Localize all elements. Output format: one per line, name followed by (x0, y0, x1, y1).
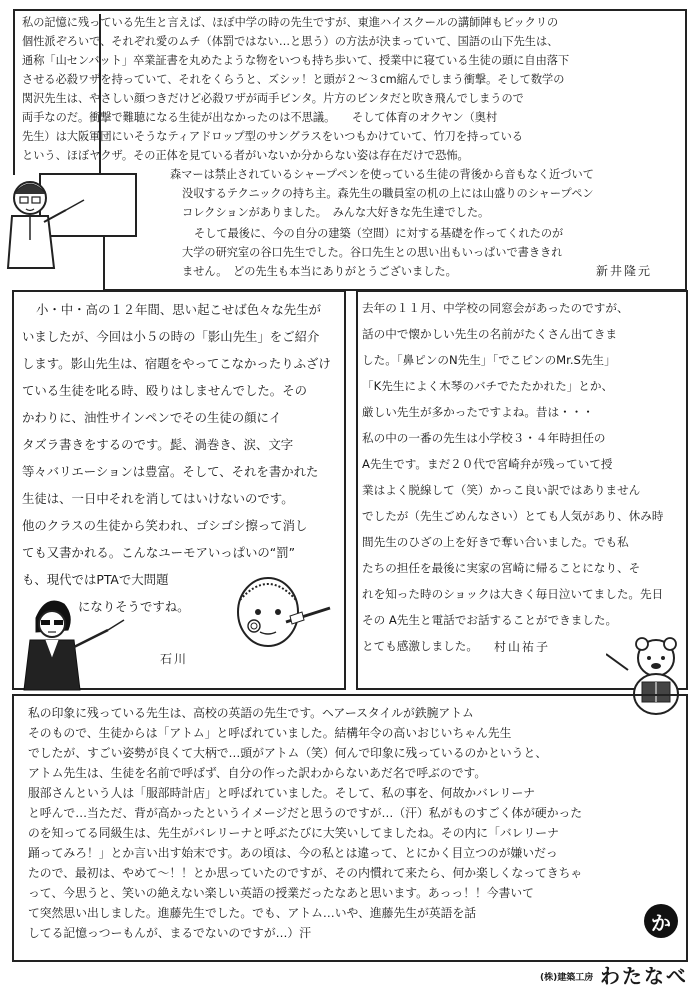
bottom-line: そのもので、生徒からは「アトム」と呼ばれていました。結構年令の高いおじいちゃん先生 (28, 726, 512, 740)
top-line: ません。 どの先生も本当にありがとうございました。 (182, 265, 457, 278)
mid-right-line: れを知った時のショックは大きく毎日泣いてました。先日 (362, 587, 664, 601)
mid-left-line: ている生徒を叱る時、殴りはしませんでした。その (22, 383, 307, 398)
top-line: 通称「山センバット」卒業証書を丸めたような物をいつも持ち歩いて、授業中に寝ている生徒の頭に自由落下 (22, 54, 570, 67)
teacher-whiteboard-illustration (0, 160, 140, 295)
top-line: 森マーは禁止されているシャープペンを使っている生徒の背後から音もなく近づいて (170, 168, 594, 181)
mid-left-line: いましたが、今回は小５の時の「影山先生」をご紹介 (22, 329, 320, 344)
mid-right-line: 業はよく脱線して（笑）かっこ良い訳ではありません (362, 483, 641, 497)
top-line: 関沢先生は、やさしい顔つきだけど必殺ワザが両手ビンタ。片方のビンタだと吹き飛んでしまうので (22, 92, 524, 105)
mid-left-line: 等々バリエーションは豊富。そして、それを書かれた (22, 464, 319, 479)
top-line: 没収するテクニックの持ち主。森先生の職員室の机の上には山盛りのシャープペン (182, 187, 594, 200)
bottom-line: してる記憶っつーもんが、まるでないのですが…）汗 (28, 926, 312, 940)
footer-logo: わたなべ (600, 964, 688, 988)
hiragana-ka-badge: か (644, 904, 678, 938)
mid-left-line: になりそうですね。 (78, 599, 190, 614)
mid-left-line: します。影山先生は、宿題をやってこなかったりふざけ (22, 356, 331, 371)
mid-left-line: ても又書かれる。こんなユーモアいっぱいの“罰” (22, 545, 296, 560)
top-line: させる必殺ワザを持っていて、それをくらうと、ズシッ！と頭が２～３cm縮んでしまう衝撃。そして数学の (22, 73, 565, 86)
bottom-line: アトム先生は、生徒を名前で呼ばず、自分の作った訳わからないあだ名で呼ぶのです。 (28, 766, 487, 780)
bottom-line: 服部さんという人は「服部時計店」と呼ばれていました。そして、私の事を、何故かバレリーナ (28, 786, 536, 800)
bottom-line: って、今思うと、笑いの絶えない楽しい英語の授業だったなあと思います。あっっ！！今書いて (28, 886, 534, 900)
mid-left-line: も、現代ではPTAで大問題 (22, 572, 169, 587)
mid-left-signature: 石川 (160, 652, 189, 666)
top-line: 個性派ぞろいで、それぞれ愛のムチ（体罰ではない…と思う）の方法が決まっていて、国語の山下先生は、 (22, 35, 559, 48)
bottom-line: と呼んで…当ただ、背が高かったというイメージだと思うのですが…（汗）私がものすごく体が硬かった (28, 806, 583, 820)
mid-right-signature: 村山祐子 (494, 640, 551, 654)
footer-company-name: (株)建築工房 (540, 973, 594, 983)
mid-right-line: 私の中の一番の先生は小学校３・４年時担任の (362, 431, 606, 445)
bottom-line: のを知ってる同級生は、先生がバレリーナと呼ぶたびに大笑いしてましたね。その内に「バレリーナ (28, 826, 559, 840)
mid-right-line: した。「鼻ピンのN先生」「でこピンのMr.S先生」 (362, 353, 616, 367)
mid-left-line: 他のクラスの生徒から笑われ、ゴシゴシ擦って消し (22, 518, 308, 533)
mid-right-line: 「K先生によく木琴のバチでたたかれた」とか、 (362, 379, 614, 393)
mid-right-line: 厳しい先生が多かったですよね。昔は・・・ (362, 405, 594, 419)
mid-right-line: A先生です。まだ２０代で宮崎弁が残っていて授 (362, 457, 613, 471)
top-line: そして最後に、今の自分の建築（空間）に対する基礎を作ってくれたのが (194, 227, 564, 240)
top-line: 先生）は大阪軍団にいそうなティアドロップ型のサングラスをいつもかけていて、竹刀を持っている (22, 130, 523, 143)
mid-left-line: 生徒は、一日中それを消してはいけないのです。 (22, 491, 294, 506)
top-line: コレクションがありました。 みんな大好きな先生達でした。 (182, 206, 490, 219)
mid-right-line: 話の中で懐かしい先生の名前がたくさん出てきま (362, 327, 618, 341)
bottom-line: 私の印象に残っている先生は、高校の英語の先生です。ヘアースタイルが鉄腕アトム (28, 706, 474, 720)
top-signature: 新井隆元 (596, 264, 653, 278)
mid-right-line: その A先生と電話でお話することができました。 (362, 613, 618, 627)
sunglasses-teacher-illustration (16, 590, 126, 700)
bottom-line: でしたが、すごい姿勢が良くて大柄で…頭がアトム（笑）何んで印象に残っているのかというと、 (28, 746, 548, 760)
mid-right-line: たちの担任を最後に実家の宮崎に帰ることになり、そ (362, 561, 641, 575)
mid-left-line: タズラ書きをするのです。髭、渦巻き、涙、文字 (22, 437, 294, 452)
bottom-line: 踊ってみろ！」とか言い出す始末です。あの頃は、今の私とは違って、とにかく目立つのが嫌いだっ (28, 846, 558, 860)
top-line: 大学の研究室の谷口先生でした。谷口先生との思い出もいっぱいで書ききれ (182, 246, 563, 259)
mid-left-line: 小・中・高の１２年間、思い起こせば色々な先生が (36, 302, 321, 317)
bottom-line: て突然思い出しました。進藤先生でした。でも、アトム…いや、進藤先生が英語を話 (28, 906, 477, 920)
mid-right-line: でしたが（先生ごめんなさい）とても人気があり、休み時 (362, 509, 664, 523)
mid-right-line: 間先生のひざの上を好きで奪い合いました。でも私 (362, 535, 629, 549)
bottom-line: たので、最初は、やめて～！！とか思っていたのですが、その内慣れて来たら、何か楽しくなってきちゃ (28, 866, 583, 880)
boy-face-marker-illustration (230, 572, 340, 652)
mid-right-line: とても感激しました。 (362, 639, 478, 653)
mid-right-line: 去年の１１月、中学校の同窓会があったのですが、 (362, 301, 629, 315)
top-line: 私の記憶に残っている先生と言えば、ほぼ中学の時の先生ですが、東進ハイスクールの講師陣もビックリの (22, 16, 559, 29)
top-line: という、ほぼヤクザ。その正体を見ている者がいないか分からない姿は存在だけで恐怖。 (22, 149, 469, 162)
top-line: 両手なのだ。衝撃で難聴になる生徒が出なかったのは不思議。 そして体育のオクヤン（奥村 (22, 111, 498, 124)
mid-left-line: かわりに、油性サインペンでその生徒の顔にイ (22, 410, 282, 425)
